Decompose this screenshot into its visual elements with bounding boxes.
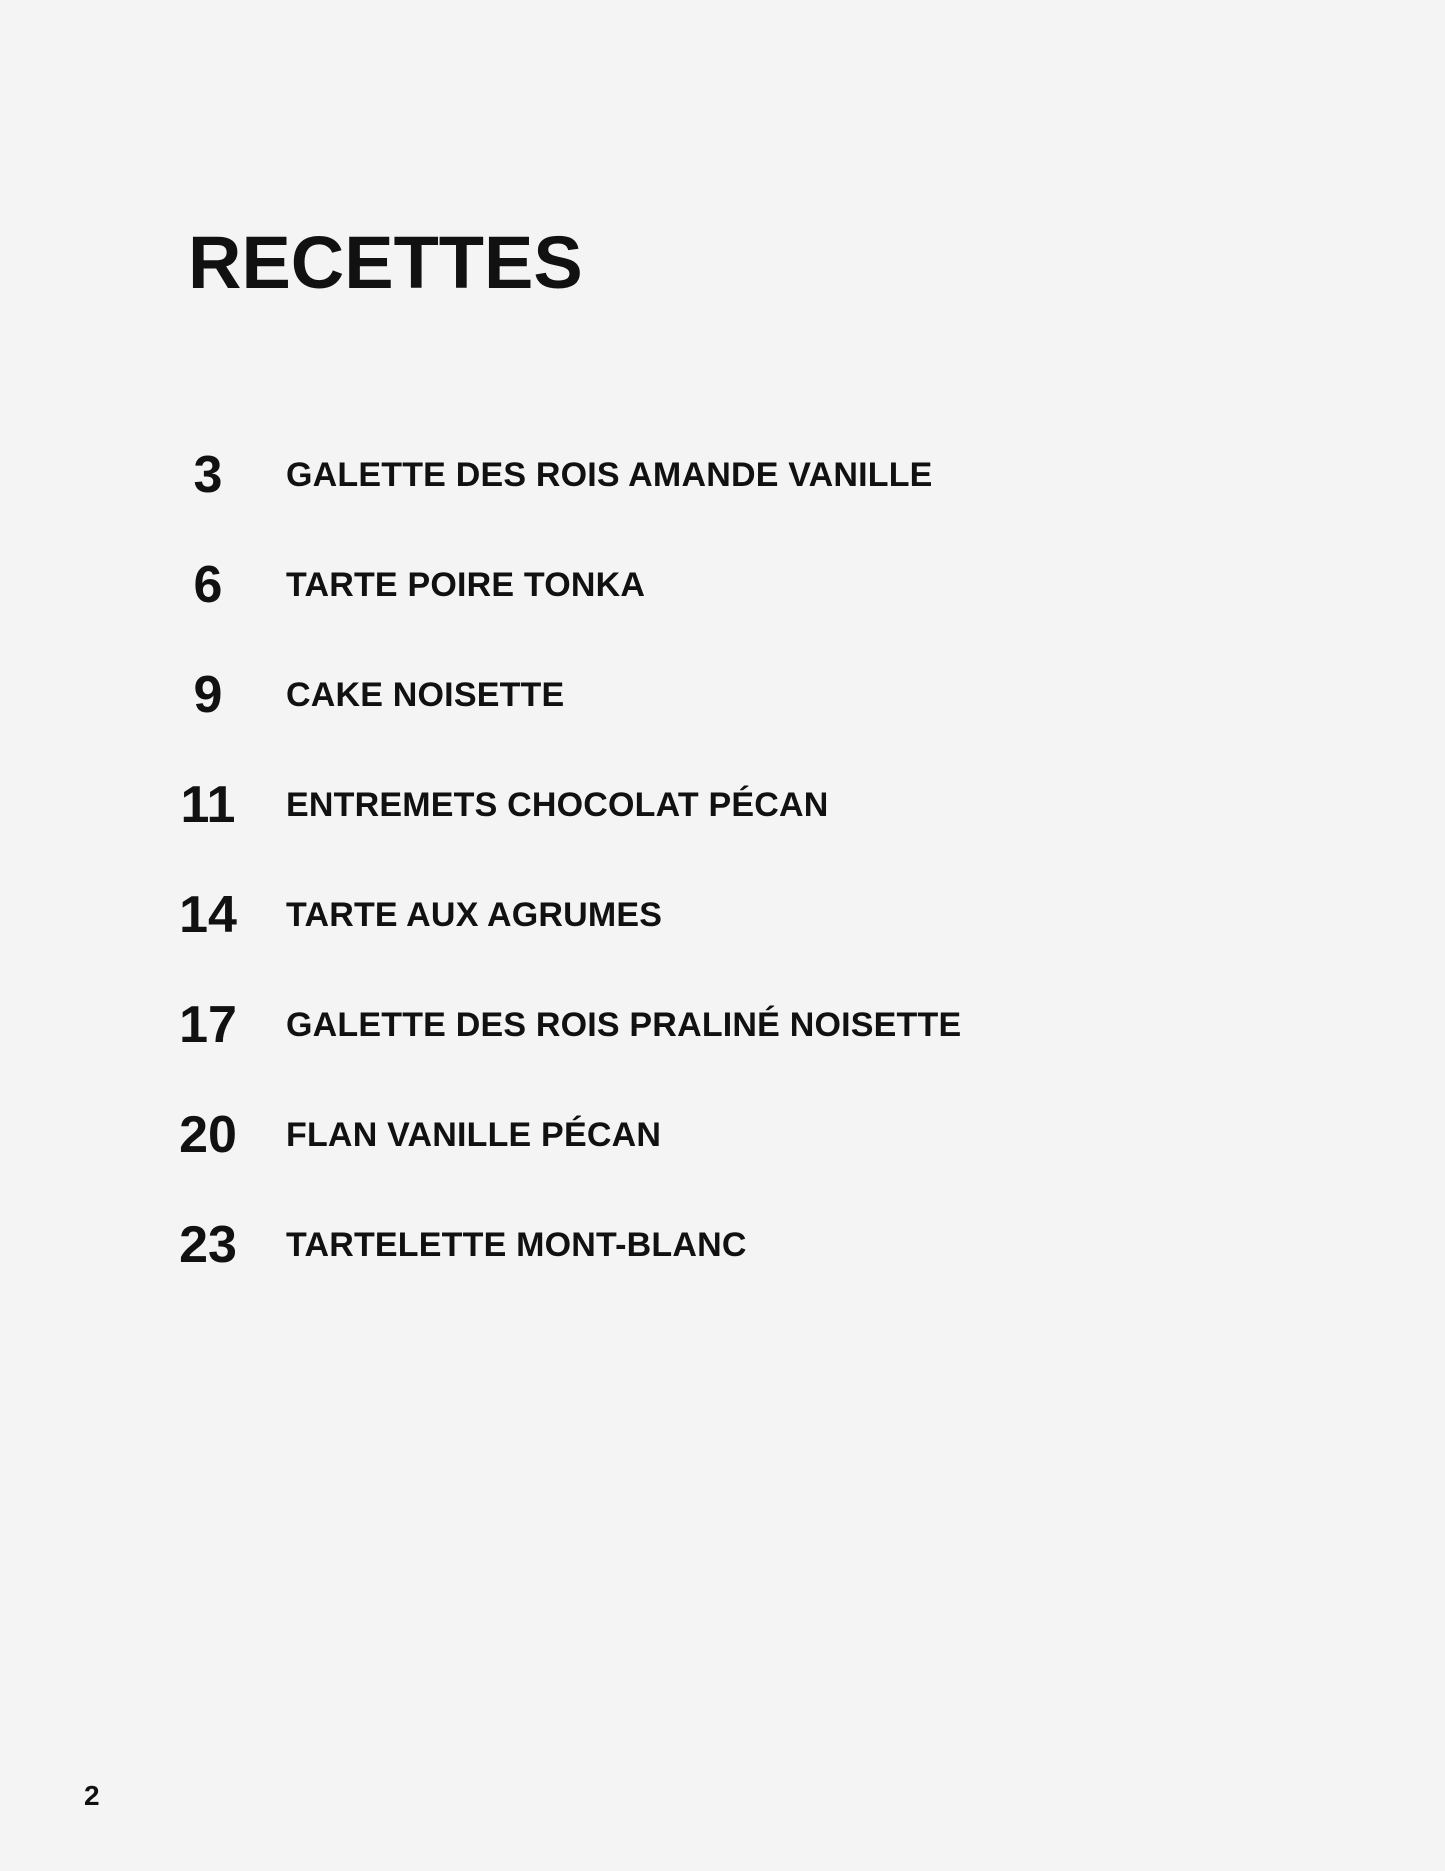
toc-recipe-title: TARTE AUX AGRUMES	[286, 896, 663, 934]
toc-page-number: 3	[193, 446, 223, 504]
toc-page-number: 6	[193, 556, 223, 614]
toc-item[interactable]	[160, 640, 1160, 750]
toc-page-number: 11	[180, 776, 236, 834]
toc-item[interactable]	[160, 860, 1160, 970]
toc-recipe-title: CAKE NOISETTE	[286, 676, 565, 714]
toc-recipe-title: TARTELETTE MONT-BLANC	[286, 1226, 747, 1264]
toc-recipe-title: GALETTE DES ROIS AMANDE VANILLE	[286, 456, 933, 494]
toc-item[interactable]	[160, 750, 1160, 860]
toc-page-number: 14	[179, 886, 237, 944]
toc-item[interactable]	[160, 420, 1160, 530]
toc-page-number: 9	[193, 666, 223, 724]
toc-item[interactable]	[160, 1080, 1160, 1190]
toc-recipe-title: TARTE POIRE TONKA	[286, 566, 646, 604]
toc-recipe-title: FLAN VANILLE PÉCAN	[286, 1116, 662, 1154]
toc-item[interactable]	[160, 970, 1160, 1080]
table-of-contents	[160, 420, 1160, 1300]
toc-item[interactable]	[160, 1190, 1160, 1300]
page-number: 2	[84, 1780, 100, 1811]
page-title: RECETTES	[188, 221, 583, 304]
toc-recipe-title: GALETTE DES ROIS PRALINÉ NOISETTE	[286, 1006, 962, 1044]
toc-page-number: 17	[179, 996, 237, 1054]
toc-page-number: 23	[179, 1216, 237, 1274]
toc-page-number: 20	[179, 1106, 237, 1164]
toc-item[interactable]	[160, 530, 1160, 640]
toc-recipe-title: ENTREMETS CHOCOLAT PÉCAN	[286, 786, 829, 824]
